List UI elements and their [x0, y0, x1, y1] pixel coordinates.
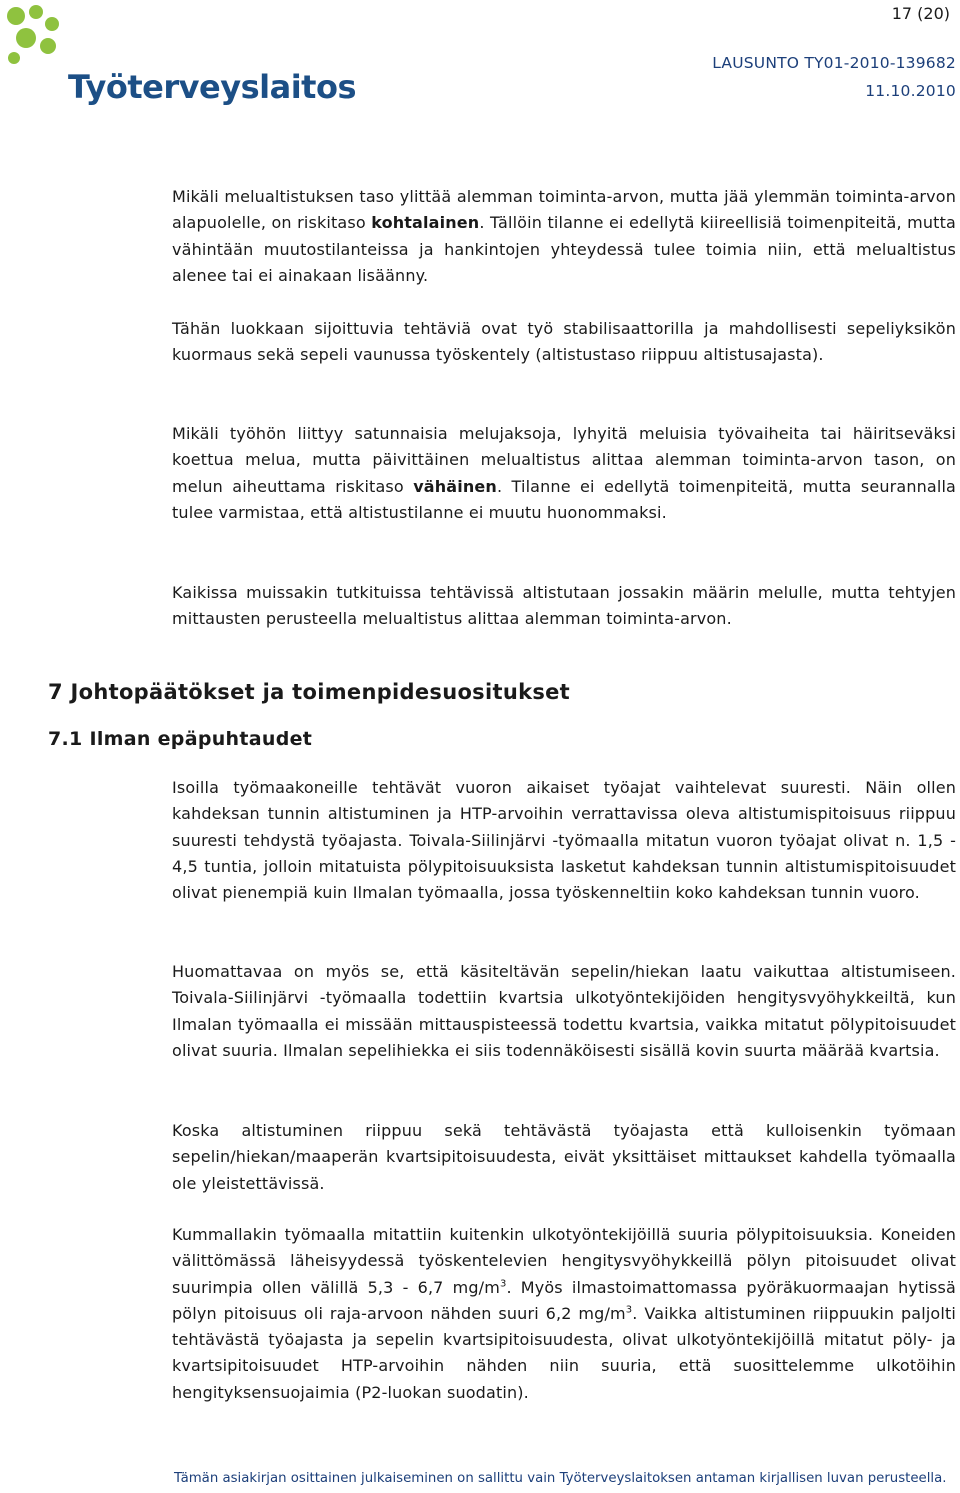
risk-level-low: vähäinen [413, 476, 497, 496]
logo [4, 2, 356, 112]
footer-notice: Tämän asiakirjan osittainen julkaiseminen on sallittu vain Työterveyslaitoksen antaman kirjallisen luvan perusteella. [174, 1471, 947, 1486]
paragraph-recommendation [172, 1222, 956, 1406]
paragraph-risk-low [172, 421, 956, 526]
paragraph-text: Huomattavaa on myös se, että käsiteltävän sepelin/hiekan laatu vaikuttaa altistumiseen. Toivala-Siilinjärvi -työmaalla todettiin kvartsia ulkotyöntekijöiden hengitysvyöhykkeiltä, kun Ilmalan työmaalla ei missään mittauspisteessä todettu kvartsia, vaikka mitatut pölypitoisuudet olivat suuria. Ilmalan sepelihiekka ei siis todennäköisesti sisällä kovin suurta määrää kvartsia. [172, 962, 956, 1060]
logo-text: Työterveyslaitos [68, 68, 356, 106]
superscript: 3 [499, 1278, 507, 1290]
paragraph-text: . Myös ilmastoimattomassa pyöräkuormaajan hytissä pölyn pitoisuus oli raja-arvoon nähden suuri 6,2 mg/m [172, 1277, 956, 1323]
paragraph-quartz [172, 959, 956, 1064]
document-date: 11.10.2010 [865, 82, 956, 100]
paragraph-working-hours [172, 775, 956, 906]
paragraph-text: Kummallakin työmaalla mitattiin kuitenkin ulkotyöntekijöillä suuria pölypitoisuuksia. Koneiden välittömässä läheisyydessä työskentelevien hengitysvyöhykkeillä pölyn pitoisuudet olivat suurimpia ollen välillä 5,3 - 6,7 mg/m [172, 1225, 956, 1297]
logo-mark-icon [4, 2, 66, 68]
paragraph-text: . Tällöin tilanne ei edellytä kiireellisiä toimenpiteitä, mutta vähintään muutostilanteissa ja hankintojen yhteydessä tulee toimia niin, että melualtistus alenee tai ei ainakaan lisäänny. [172, 213, 956, 285]
paragraph-text: Koska altistuminen riippuu sekä tehtävästä työajasta että kulloisenkin työmaan sepelin/hiekan/maaperän kvartsipitoisuudesta, eivät yksittäiset mittaukset kahdella työmaalla ole yleistettävissä. [172, 1121, 956, 1193]
paragraph-tasks [172, 316, 956, 369]
section-heading: 7 Johtopäätökset ja toimenpidesuositukset [48, 680, 571, 704]
paragraph-text: Mikäli melualtistuksen taso ylittää alemman toiminta-arvon, mutta jää ylemmän toiminta-arvon alapuolelle, on riskitaso [172, 187, 956, 233]
paragraph-text: Tähän luokkaan sijoittuvia tehtäviä ovat työ stabilisaattorilla ja mahdollisesti sepeliyksikön kuormaus sekä sepeli vaunussa työskentely (altistustaso riippuu altistusajasta). [172, 319, 956, 365]
paragraph-text: Kaikissa muissakin tutkituissa tehtävissä altistutaan jossakin määrin melulle, mutta tehtyjen mittausten perusteella melualtistus alittaa alemman toiminta-arvon. [172, 583, 956, 629]
paragraph-other-tasks [172, 580, 956, 633]
page-number: 17 (20) [891, 4, 950, 23]
paragraph-text: . Tilanne ei edellytä toimenpiteitä, mutta seurannalla tulee varmistaa, että altistustilanne ei muutu huonommaksi. [172, 476, 957, 522]
subsection-heading: 7.1 Ilman epäpuhtaudet [48, 728, 313, 750]
risk-level-moderate: kohtalainen [371, 213, 480, 233]
paragraph-generalization [172, 1118, 956, 1197]
paragraph-text: Mikäli työhön liittyy satunnaisia melujaksoja, lyhyitä meluisia työvaiheita tai häiritseväksi koettua melua, mutta päivittäinen melualtistus alittaa alemman toiminta-arvon tason, on melun aiheuttama riskitaso [172, 424, 956, 496]
superscript: 3 [625, 1304, 633, 1316]
paragraph-risk-moderate [172, 184, 956, 289]
document-id: LAUSUNTO TY01-2010-139682 [712, 54, 956, 72]
paragraph-text: . Vaikka altistuminen riippuukin paljolti tehtävästä työajasta ja sepelin kvartsipitoisuudesta, olivat ulkotyöntekijöillä mitatut pöly- ja kvartsipitoisuudet HTP-arvoihin nähden niin suuria, että suosittelemme ulkotöihin hengityksensuojaimia (P2-luokan suodatin). [172, 1303, 956, 1402]
paragraph-text: Isoilla työmaakoneille tehtävät vuoron aikaiset työajat vaihtelevat suuresti. Näin ollen kahdeksan tunnin altistuminen ja HTP-arvoihin verrattavissa oleva altistumispitoisuus riippuu suuresti tehdystä työajasta. Toivala-Siilinjärvi -työmaalla mitatun vuoron työajat olivat n. 1,5 - 4,5 tuntia, jolloin mitatuista pölypitoisuuksista lasketut kahdeksan tunnin altistumispitoisuudet olivat pienempiä kuin Ilmalan työmaalla, jossa työskenneltiin koko kahdeksan tunnin vuoro. [172, 778, 956, 903]
